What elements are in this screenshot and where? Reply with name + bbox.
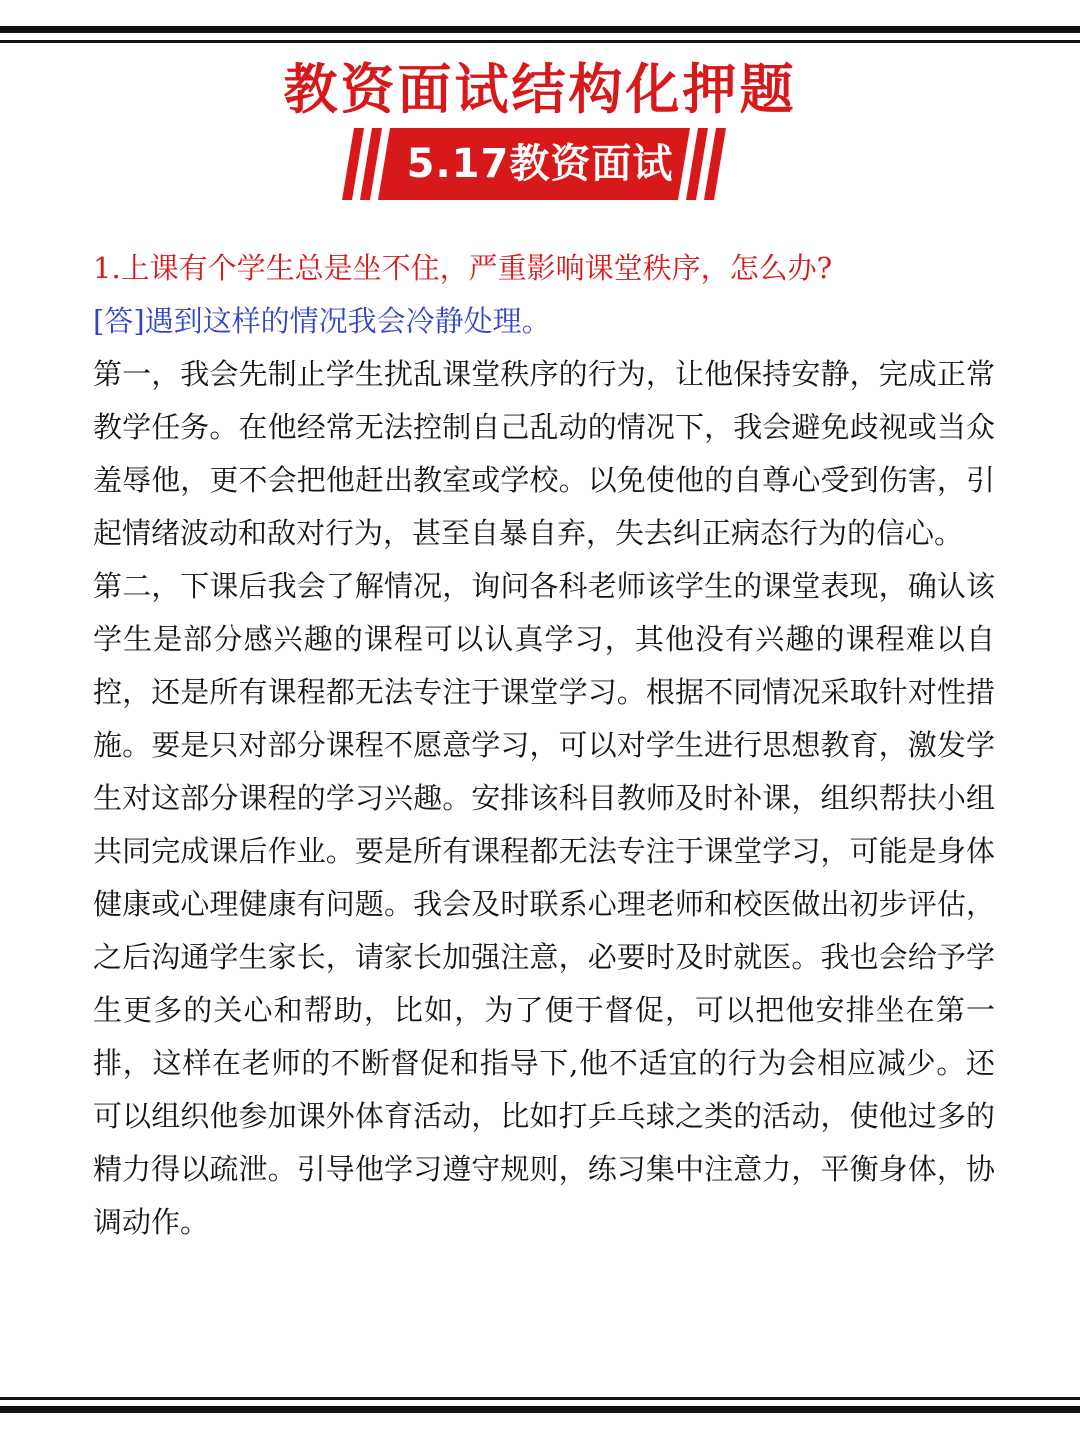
top-border-thick <box>0 26 1080 33</box>
answer-intro: [答]遇到这样的情况我会冷静处理。 <box>93 304 551 338</box>
paragraph-second-point: 第二，下课后我会了解情况，询问各科老师该学生的课堂表现，确认该学生是部分感兴趣的课程可以认真学习，其他没有兴趣的课程难以自控，还是所有课程都无法专注于课堂学习。根据不同情况采取针对性措施。要是只对部分课程不愿意学习，可以对学生进行思想教育，激发学生对这部分课程的学习兴趣。安排该科目教师及时补课，组织帮扶小组共同完成课后作业。要是所有课程都无法专注于课堂学习，可能是身体健康或心理健康有问题。我会及时联系心理老师和校医做出初步评估，之后沟通学生家长，请家长加强注意，必要时及时就医。我也会给予学生更多的关心和帮助，比如，为了便于督促，可以把他安排坐在第一排，这样在老师的不断督促和指导下,他不适宜的行为会相应减少。还可以组织他参加课外体育活动，比如打乒乓球之类的活动，使他过多的精力得以疏泄。引导他学习遵守规则，练习集中注意力，平衡身体，协调动作。 <box>93 569 995 1239</box>
question-text: 1.上课有个学生总是坐不住，严重影响课堂秩序，怎么办? <box>93 251 833 285</box>
bottom-border-thick <box>0 1406 1080 1413</box>
top-border-thin <box>0 40 1080 43</box>
bottom-border-thin <box>0 1397 1080 1400</box>
date-banner <box>342 128 738 200</box>
paragraph-first-point: 第一，我会先制止学生扰乱课堂秩序的行为，让他保持安静，完成正常教学任务。在他经常无法控制自己乱动的情况下，我会避免歧视或当众羞辱他，更不会把他赶出教室或学校。以免使他的自尊心受到伤害，引起情绪波动和敌对行为，甚至自暴自弃，失去纠正病态行为的信心。 <box>93 357 995 550</box>
article-body <box>93 242 995 1249</box>
page-title: 教资面试结构化押题 <box>283 58 797 121</box>
banner-label: 5.17教资面试 <box>406 141 674 187</box>
